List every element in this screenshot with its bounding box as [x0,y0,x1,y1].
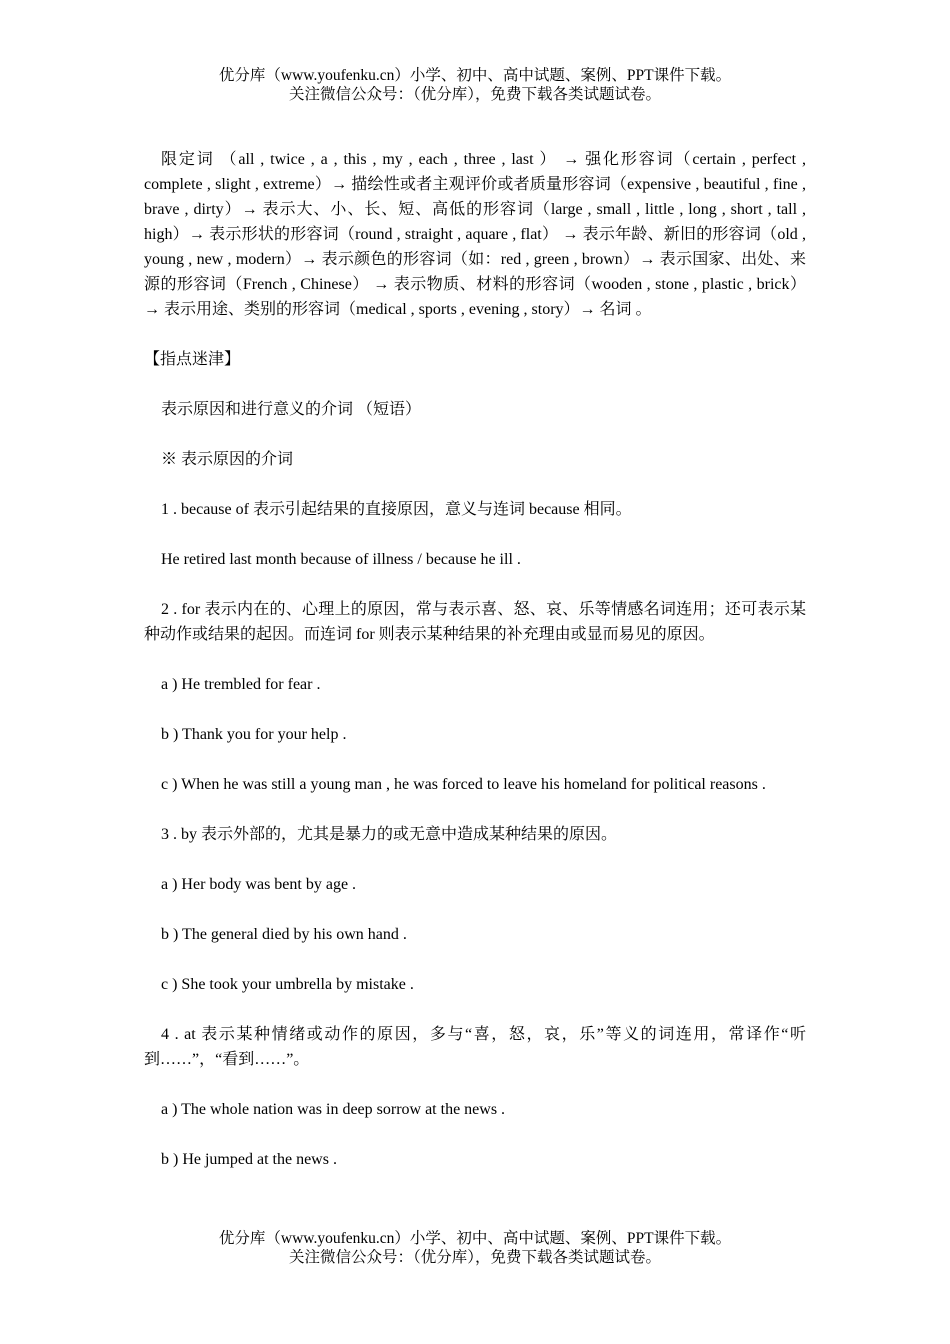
example-sentence: a ) Her body was bent by age . [161,876,357,893]
footer-line-1: 优分库（www.youfenku.cn）小学、初中、高中试题、案例、PPT课件下载。 [218,1230,732,1247]
section-subtitle: 表示原因和进行意义的介词 （短语） [161,401,422,418]
document-body [144,147,806,1197]
example-sentence: a ) The whole nation was in deep sorrow at the news . [161,1101,506,1118]
example-sentence: c ) She took your umbrella by mistake . [161,976,414,993]
header-line-1: 优分库（www.youfenku.cn）小学、初中、高中试题、案例、PPT课件下载。 [218,67,732,84]
example-sentence: b ) The general died by his own hand . [161,926,407,943]
section-heading: 【指点迷津】 [144,351,241,368]
item-by: 3 . by 表示外部的，尤其是暴力的或无意中造成某种结果的原因。 [161,826,618,843]
item-for: 2 . for 表示内在的、心理上的原因，常与表示喜、怒、哀、乐等情感名词连用；还可表示某种动作或结果的起因。而连词 for 则表示某种结果的补充理由或显而易见的原因。 [144,601,806,643]
example-sentence: c ) When he was still a young man , he was forced to leave his homeland for political reasons . [161,776,766,793]
example-sentence: b ) Thank you for your help . [161,726,347,743]
example-sentence: b ) He jumped at the news . [161,1151,337,1168]
footer-line-2: 关注微信公众号：（优分库），免费下载各类试题试卷。 [288,1249,661,1266]
page-footer [0,1229,950,1267]
item-at: 4 . at 表示某种情绪或动作的原因，多与“喜，怒，哀，乐”等义的词连用，常译作“听到……”，“看到……”。 [144,1026,806,1068]
adjective-order-paragraph: 限定词 （all , twice , a , this , my , each , three , last ） → 强化形容词（certain , perfect , complete , slight , extreme）→ 描绘性或者主观评价或者质量形容词（expensive , beautiful , fine , brave , dirty）→ 表示大、小、长、短、高低的形容词（large , small , little , long , short , tall , high）→ 表示形状的形容词（round , straight , aquare , flat） → 表示年龄、新旧的形容词（old , young , new , modern）→ 表示颜色的形容词（如：red , green , brown）→ 表示国家、出处、来源的形容词（French , Chinese） → 表示物质、材料的形容词（wooden , stone , plastic , brick）→ 表示用途、类别的形容词（medical , sports , evening , story）→ 名词 。 [144,151,806,318]
item-because-of: 1 . because of 表示引起结果的直接原因，意义与连词 because 相同。 [161,501,632,518]
example-sentence: He retired last month because of illness / because he ill . [161,551,521,568]
page-header [0,66,950,104]
example-sentence: a ) He trembled for fear . [161,676,321,693]
cause-prepositions-heading: ※ 表示原因的介词 [161,451,294,468]
header-line-2: 关注微信公众号：（优分库），免费下载各类试题试卷。 [288,86,661,103]
